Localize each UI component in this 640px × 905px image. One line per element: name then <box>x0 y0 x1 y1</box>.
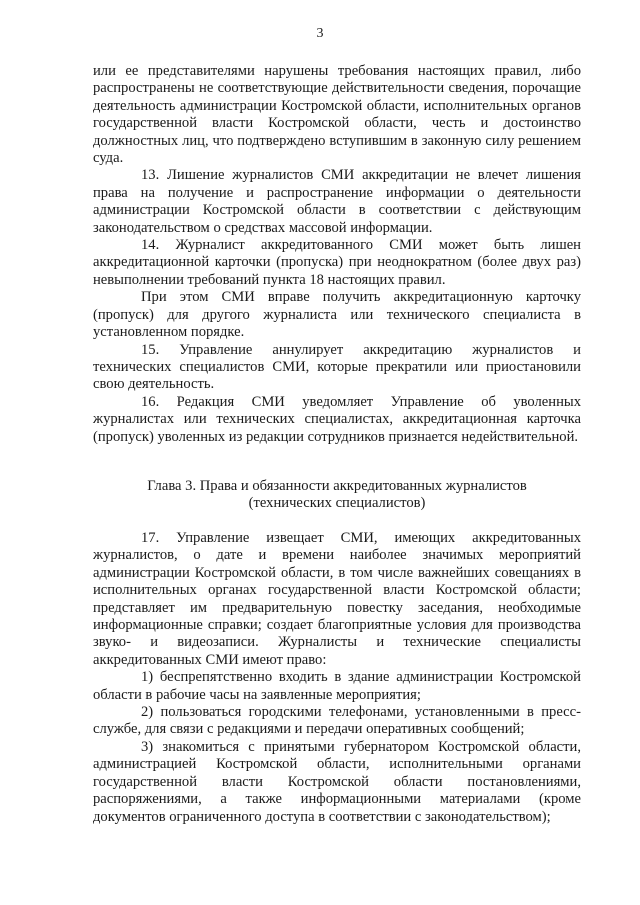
list-item-3: 3) знакомиться с принятыми губернатором Костромской области, администрацией Костромской области, исполнительными органами государственной власти Костромской области постановлениями, распоряжениями, а также информационными материалами (кроме документов ограниченного доступа в соответствии с законодательством); <box>93 738 581 825</box>
paragraph-15: 15. Управление аннулирует аккредитацию журналистов и технических специалистов СМИ, которые прекратили или приостановили свою деятельность. <box>93 341 581 393</box>
bottom-text-block <box>93 530 581 826</box>
paragraph-13: 13. Лишение журналистов СМИ аккредитации не влечет лишения права на получение и распространение информации о деятельности администрации Костромской области в соответствии с действующим законодательством о средствах массовой информации. <box>93 167 581 236</box>
paragraph-16: 16. Редакция СМИ уведомляет Управление об уволенных журналистах или технических специалистах, аккредитационная карточка (пропуск) уволенных из редакции сотрудников признается недействительной. <box>93 393 581 445</box>
paragraph-14-note: При этом СМИ вправе получить аккредитационную карточку (пропуск) для другого журналиста или технического специалиста в установленном порядке. <box>93 289 581 341</box>
page-number: 3 <box>316 26 324 41</box>
list-item-1: 1) беспрепятственно входить в здание администрации Костромской области в рабочие часы на заявленные мероприятия; <box>93 669 581 703</box>
chapter-subtitle: (технических специалистов) <box>248 495 426 512</box>
list-item-2: 2) пользоваться городскими телефонами, установленными в пресс-службе, для связи с редакциями и передачи оперативных сообщений; <box>93 704 581 738</box>
chapter-title: Глава 3. Права и обязанности аккредитованных журналистов <box>147 478 527 494</box>
chapter-heading <box>93 478 581 513</box>
paragraph-continuation: или ее представителями нарушены требования настоящих правил, либо распространены не соответствующие действительности сведения, порочащие деятельность администрации Костромской области, исполнительных органов государственной власти Костромской области, честь и достоинство должностных лиц, что подтверждено вступившим в законную силу решением суда. <box>93 63 581 167</box>
paragraph-17: 17. Управление извещает СМИ, имеющих аккредитованных журналистов, о дате и времени наиболее значимых мероприятий администрации Костромской области, в том числе важнейших совещаниях в исполнительных органах государственной власти Костромской области; представляет им предварительную повестку заседания, необходимые информационные справки; создает благоприятные условия для производства звуко- и видеозаписи. Журналисты и технические специалисты аккредитованных СМИ имеют право: <box>93 530 581 668</box>
paragraph-14: 14. Журналист аккредитованного СМИ может быть лишен аккредитационной карточки (пропуска) при неоднократном (более двух раз) невыполнении требований пункта 18 настоящих правил. <box>93 237 581 288</box>
top-text-block <box>93 63 581 446</box>
